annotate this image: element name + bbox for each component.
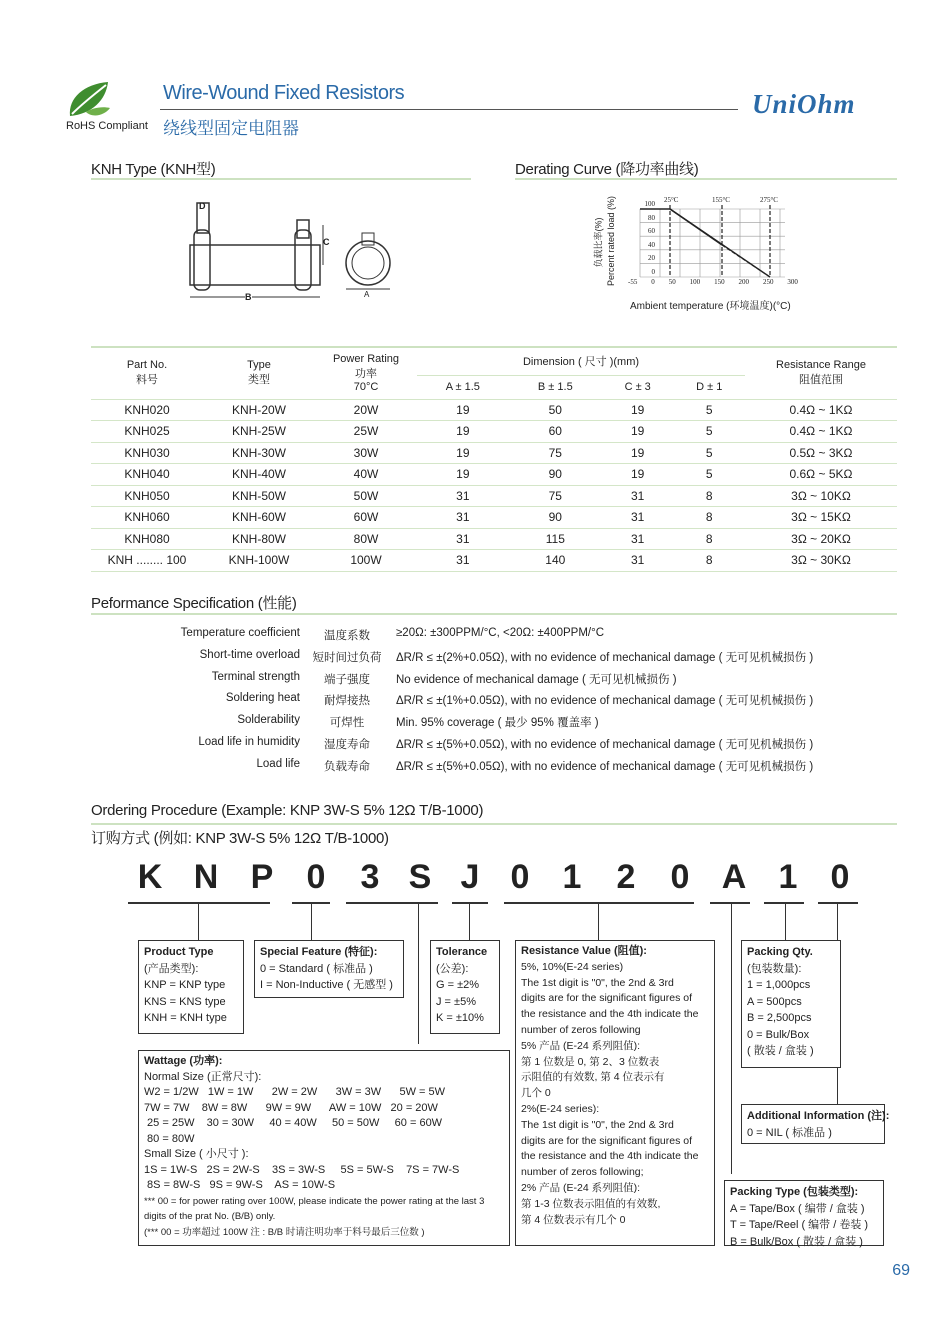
table-cell: 0.4Ω ~ 1KΩ (789, 424, 853, 439)
box-line: I = Non-Inductive ( 无感型 ) (260, 979, 393, 991)
table-cell: 3Ω ~ 30KΩ (791, 553, 851, 568)
performance-val: ΔR/R ≤ ±(5%+0.05Ω), with no evidence of mechanical damage ( 无可见机械损伤 ) (396, 738, 814, 751)
table-cell: 80W (353, 531, 379, 546)
dim-a-label: A (364, 290, 370, 299)
box-line: A = Tape/Box ( 编带 / 盒装 ) (730, 1202, 865, 1215)
box-line: KNP = KNP type (144, 979, 226, 991)
derating-section-rule (515, 178, 897, 180)
box-line: KNS = KNS type (144, 995, 226, 1008)
performance-cn: 耐焊接热 (324, 695, 370, 708)
table-cell: 40W (353, 467, 379, 482)
performance-val: No evidence of mechanical damage ( 无可见机械损伤 ) (396, 673, 677, 686)
table-cell: KNH-100W (228, 553, 290, 568)
performance-en: Load life (256, 757, 300, 770)
box-line: 5%, 10%(E-24 series) (521, 960, 624, 973)
code-char: K (137, 858, 163, 896)
table-cell: KNH-20W (231, 402, 286, 417)
page-number: 69 (892, 1262, 910, 1279)
table-cell: 19 (456, 467, 470, 482)
table-cell: KNH060 (124, 510, 170, 525)
spec-table (91, 346, 897, 572)
box-line: T = Tape/Reel ( 编带 / 卷装 ) (730, 1219, 869, 1231)
box-line: (包装数量): (747, 962, 802, 975)
wattage-box (138, 1050, 510, 1246)
marker-275: 275°C (760, 196, 778, 204)
table-cell: 8 (705, 531, 713, 546)
box-line: KNH = KNH type (144, 1012, 227, 1024)
y-tick: 20 (648, 254, 655, 263)
col-power: Power Rating 功率 70°C (332, 353, 400, 394)
packing-qty-box (741, 940, 841, 1068)
table-row (91, 399, 897, 421)
box-line: digits are for the significant figures of (521, 1134, 693, 1147)
rohs-leaf-logo (62, 78, 118, 122)
arrow-wattage (418, 904, 419, 1044)
group-line-special (346, 902, 438, 904)
group-line-add (818, 902, 858, 904)
col-b: B ± 1.5 (537, 381, 573, 393)
ordering-section-rule (91, 823, 897, 825)
table-cell: KNH-60W (231, 510, 286, 525)
performance-section-rule (91, 613, 897, 615)
box-line: Additional Information (注): (747, 1110, 890, 1122)
table-cell: KNH025 (124, 424, 170, 439)
table-cell: 5 (705, 424, 713, 439)
x-tick: 300 (787, 278, 798, 286)
box-line: 0 = Bulk/Box (747, 1028, 810, 1041)
box-line: Wattage (功率): (144, 1055, 223, 1067)
group-line-pack (710, 902, 750, 904)
table-row (91, 507, 897, 529)
group-line-tol (452, 902, 488, 904)
table-cell: KNH020 (124, 402, 170, 417)
table-cell: 8 (705, 553, 713, 568)
table-cell: KNH030 (124, 445, 170, 460)
col-type: Type 类型 (247, 359, 271, 387)
table-cell: 19 (456, 402, 470, 417)
table-cell: 31 (631, 531, 645, 546)
dim-b-label: B (245, 292, 252, 302)
table-cell: 115 (545, 531, 565, 546)
packing-type-box (724, 1180, 884, 1246)
table-cell: 60W (353, 510, 379, 525)
box-line: 1S = 1W-S 2S = 2W-S 3S = 3W-S 5S = 5W-S 7S = 7W-S (144, 1163, 460, 1176)
derating-section-title: Derating Curve (降功率曲线) (515, 161, 699, 178)
box-line: 2% 产品 (E-24 系列阻值): (521, 1181, 641, 1194)
page-title: Wire-Wound Fixed Resistors (163, 82, 405, 104)
additional-info-box (741, 1104, 890, 1144)
table-cell: 0.5Ω ~ 3KΩ (789, 445, 853, 460)
table-cell: 8 (705, 488, 713, 503)
performance-val: ≥20Ω: ±300PPM/°C, <20Ω: ±400PPM/°C (396, 627, 605, 639)
group-line-qty (764, 902, 804, 904)
resistance-box (515, 940, 715, 1246)
y-axis-label-cn: 负载比率(%) (593, 217, 604, 268)
col-a: A ± 1.5 (445, 381, 480, 393)
performance-cn: 负载寿命 (324, 760, 370, 773)
table-row (91, 421, 897, 443)
arrow-tol (469, 904, 470, 940)
box-line: *** 00 = for power rating over 100W, please indicate the power rating at the last 3 (144, 1195, 485, 1207)
table-cell: KNH-80W (231, 531, 286, 546)
box-line: The 1st digit is "0", the 2nd & 3rd (521, 976, 674, 989)
dim-c-label: C (323, 237, 330, 247)
box-line: the resistance and the 4th indicate the (521, 1008, 699, 1021)
box-line: B = Bulk/Box ( 散装 / 盒装 ) (730, 1235, 863, 1248)
table-row (91, 485, 897, 507)
table-cell: KNH-25W (231, 424, 286, 439)
table-cell: 90 (548, 510, 562, 525)
table-cell: 60 (548, 424, 562, 439)
arrow-special (311, 904, 312, 940)
performance-en: Load life in humidity (198, 735, 300, 748)
table-cell: 100W (350, 553, 382, 568)
table-cell: KNH080 (124, 531, 170, 546)
box-line: 第 1 位数是 0, 第 2、3 位数表 (521, 1055, 660, 1068)
table-cell: 75 (548, 488, 562, 503)
performance-cn: 湿度寿命 (324, 738, 370, 751)
box-line: 8S = 8W-S 9S = 9W-S AS = 10W-S (144, 1179, 336, 1191)
performance-en: Soldering heat (225, 692, 300, 705)
box-line: Special Feature (特征): (260, 946, 378, 958)
performance-cn: 端子强度 (324, 673, 370, 686)
ordering-section-title-cn: 订购方式 (例如: KNP 3W-S 5% 12Ω T/B-1000) (91, 830, 389, 847)
performance-en: Short-time overload (199, 648, 300, 661)
code-char: 1 (562, 858, 582, 896)
box-line: Normal Size (正常尺寸): (144, 1070, 262, 1083)
box-line: Resistance Value (阻值): (521, 945, 647, 957)
box-line: Packing Type (包装类型): (730, 1186, 859, 1198)
box-line: The 1st digit is "0", the 2nd & 3rd (521, 1118, 674, 1131)
special-feature-box (254, 940, 404, 998)
table-row (91, 442, 897, 464)
dim-d-label: D (199, 201, 206, 211)
table-cell: 8 (705, 510, 713, 525)
y-axis-label-en: Percent rated load (%) (606, 195, 616, 287)
table-cell: KNH040 (124, 467, 170, 482)
box-line: J = ±5% (436, 995, 476, 1008)
table-cell: 19 (631, 424, 645, 439)
box-line: ( 散装 / 盒装 ) (747, 1045, 814, 1057)
box-line: A = 500pcs (747, 995, 802, 1008)
code-char: 1 (778, 858, 798, 896)
box-line: G = ±2% (436, 979, 480, 991)
code-char: S (408, 858, 432, 896)
code-char: A (721, 858, 747, 896)
table-cell: 19 (631, 402, 645, 417)
col-d: D ± 1 (696, 381, 723, 393)
box-line: (产品类型): (144, 962, 199, 975)
box-line: number of zeros following; (521, 1166, 644, 1179)
code-char: 0 (830, 858, 850, 896)
y-tick: 60 (648, 227, 655, 236)
table-row (91, 464, 897, 486)
box-line: Tolerance (436, 946, 488, 958)
table-cell: 31 (456, 553, 470, 568)
table-cell: 3Ω ~ 20KΩ (791, 531, 851, 546)
performance-val: ΔR/R ≤ ±(2%+0.05Ω), with no evidence of mechanical damage ( 无可见机械损伤 ) (396, 651, 814, 664)
table-cell: 0.4Ω ~ 1KΩ (789, 402, 853, 417)
box-line: digits are for the significant figures of (521, 992, 693, 1005)
box-line: 第 4 位数表示有几个 0 (521, 1213, 626, 1226)
code-char: P (250, 858, 274, 896)
box-line: Small Size ( 小尺寸 ): (144, 1148, 249, 1160)
tolerance-box (430, 940, 500, 1034)
product-type-box (138, 940, 244, 1034)
box-line: 示阻值的有效数, 第 4 位表示有 (521, 1071, 665, 1084)
table-cell: 19 (631, 467, 645, 482)
table-cell: 140 (545, 553, 566, 568)
box-line: (公差): (436, 962, 469, 975)
table-cell: 31 (631, 510, 645, 525)
performance-en: Temperature coefficient (180, 627, 300, 639)
performance-section-title: Peformance Specification (性能) (91, 595, 297, 612)
code-char: J (460, 858, 480, 896)
table-cell: 30W (353, 445, 379, 460)
box-line: 1 = 1,000pcs (747, 979, 811, 991)
table-cell: 31 (456, 531, 470, 546)
box-line: B = 2,500pcs (747, 1012, 812, 1024)
table-cell: 75 (548, 445, 562, 460)
table-cell: 50 (548, 402, 562, 417)
box-line: W2 = 1/2W 1W = 1W 2W = 2W 3W = 3W 5W = 5W (144, 1086, 446, 1098)
box-line: the resistance and the 4th indicate the (521, 1150, 699, 1163)
resistor-drawing (180, 195, 400, 305)
table-cell: 25W (353, 424, 379, 439)
box-line: 0 = Standard ( 标准品 ) (260, 962, 373, 975)
x-tick: 250 (762, 278, 774, 286)
performance-cn: 短时间过负荷 (312, 651, 382, 664)
ordering-section-title: Ordering Procedure (Example: KNP 3W-S 5% 12Ω T/B-1000) (91, 802, 484, 819)
y-tick: 40 (648, 240, 655, 249)
table-cell: 5 (705, 445, 713, 460)
x-tick: -55 (628, 278, 638, 286)
table-cell: KNH-40W (231, 467, 286, 482)
box-line: (*** 00 = 功率超过 100W 注 : B/B 时请注明功率于料号最后三位数 ) (144, 1226, 425, 1238)
brand-logo: UniOhm (752, 89, 856, 119)
arrow-qty (785, 904, 786, 940)
x-tick: 100 (689, 278, 701, 286)
x-axis-label: Ambient temperature (环境温度)(°C) (630, 301, 791, 312)
box-line: 2%(E-24 series): (521, 1102, 600, 1115)
table-cell: 90 (548, 467, 562, 482)
group-line-type (128, 902, 270, 904)
table-cell: 3Ω ~ 10KΩ (791, 488, 851, 503)
box-line: K = ±10% (436, 1012, 484, 1024)
x-tick: 200 (738, 278, 750, 286)
performance-cn: 可焊性 (329, 717, 365, 730)
table-cell: 19 (456, 445, 470, 460)
code-char: 0 (306, 858, 326, 896)
table-cell: KNH-50W (231, 488, 286, 503)
table-cell: KNH-30W (231, 445, 286, 460)
y-tick: 100 (644, 200, 655, 208)
box-line: 7W = 7W 8W = 8W 9W = 9W AW = 10W 20 = 20W (144, 1101, 438, 1114)
code-char: 3 (360, 858, 380, 896)
table-cell: 19 (456, 424, 470, 439)
box-line: 80 = 80W (144, 1132, 195, 1145)
performance-en: Solderability (237, 714, 300, 727)
code-char: 0 (670, 858, 690, 896)
box-line: 5% 产品 (E-24 系列阻值): (521, 1039, 641, 1052)
header-rule (160, 109, 738, 110)
code-char: 0 (510, 858, 530, 896)
type-section-title: KNH Type (KNH型) (91, 161, 216, 178)
box-line: 0 = NIL ( 标准品 ) (747, 1126, 832, 1139)
performance-val: ΔR/R ≤ ±(1%+0.05Ω), with no evidence of mechanical damage ( 无可见机械损伤 ) (396, 695, 814, 708)
table-row (91, 528, 897, 550)
table-cell: 5 (705, 402, 713, 417)
table-cell: 31 (631, 488, 645, 503)
y-tick: 0 (651, 267, 655, 276)
col-resistance: Resistance Range 阻值范围 (776, 359, 866, 387)
table-row (91, 550, 897, 572)
derating-x-ticks (628, 278, 798, 286)
box-line: digits of the prat No. (B/B) only. (144, 1211, 276, 1222)
performance-en: Terminal strength (211, 670, 300, 683)
x-tick: 0 (651, 278, 655, 286)
arrow-pack-type (731, 904, 732, 1174)
box-line: 几个 0 (521, 1087, 551, 1100)
table-cell: 19 (631, 445, 645, 460)
table-cell: 31 (456, 488, 470, 503)
performance-cn: 温度系数 (324, 630, 370, 642)
group-line-res (504, 902, 694, 904)
table-cell: 31 (631, 553, 645, 568)
type-section-rule (91, 178, 471, 180)
col-dimension: Dimension ( 尺寸 )(mm) (417, 347, 745, 375)
marker-155: 155°C (712, 196, 730, 204)
performance-val: Min. 95% coverage ( 最少 95% 覆盖率 ) (396, 717, 599, 730)
table-cell: KNH ........ 100 (107, 553, 187, 568)
derating-y-ticks (625, 198, 655, 280)
arrow-res (598, 904, 599, 940)
table-cell: 50W (353, 488, 379, 503)
box-line: 第 1-3 位数表示阻值的有效数, (521, 1197, 661, 1210)
table-cell: 3Ω ~ 15KΩ (791, 510, 851, 525)
table-cell: 31 (456, 510, 470, 525)
rohs-label: RoHS Compliant (66, 120, 148, 132)
y-tick: 80 (648, 213, 655, 222)
table-cell: 20W (353, 402, 379, 417)
performance-val: ΔR/R ≤ ±(5%+0.05Ω), with no evidence of mechanical damage ( 无可见机械损伤 ) (396, 760, 814, 773)
col-c: C ± 3 (624, 381, 651, 393)
arrow-type (198, 904, 199, 940)
box-line: Product Type (144, 946, 214, 958)
box-line: 25 = 25W 30 = 30W 40 = 40W 50 = 50W 60 = 60W (144, 1117, 443, 1129)
x-tick: 50 (668, 278, 676, 286)
code-char: 2 (616, 858, 636, 896)
box-line: Packing Qty. (747, 946, 813, 958)
x-tick: 150 (714, 278, 725, 286)
code-char: N (193, 858, 219, 896)
table-cell: 0.6Ω ~ 5KΩ (789, 467, 853, 482)
page-title-cn: 绕线型固定电阻器 (163, 119, 299, 138)
table-cell: KNH050 (124, 488, 170, 503)
box-line: number of zeros following (521, 1023, 641, 1036)
marker-25: 25°C (664, 196, 679, 204)
table-cell: 5 (705, 467, 713, 482)
col-part: Part No. 料号 (126, 359, 168, 387)
